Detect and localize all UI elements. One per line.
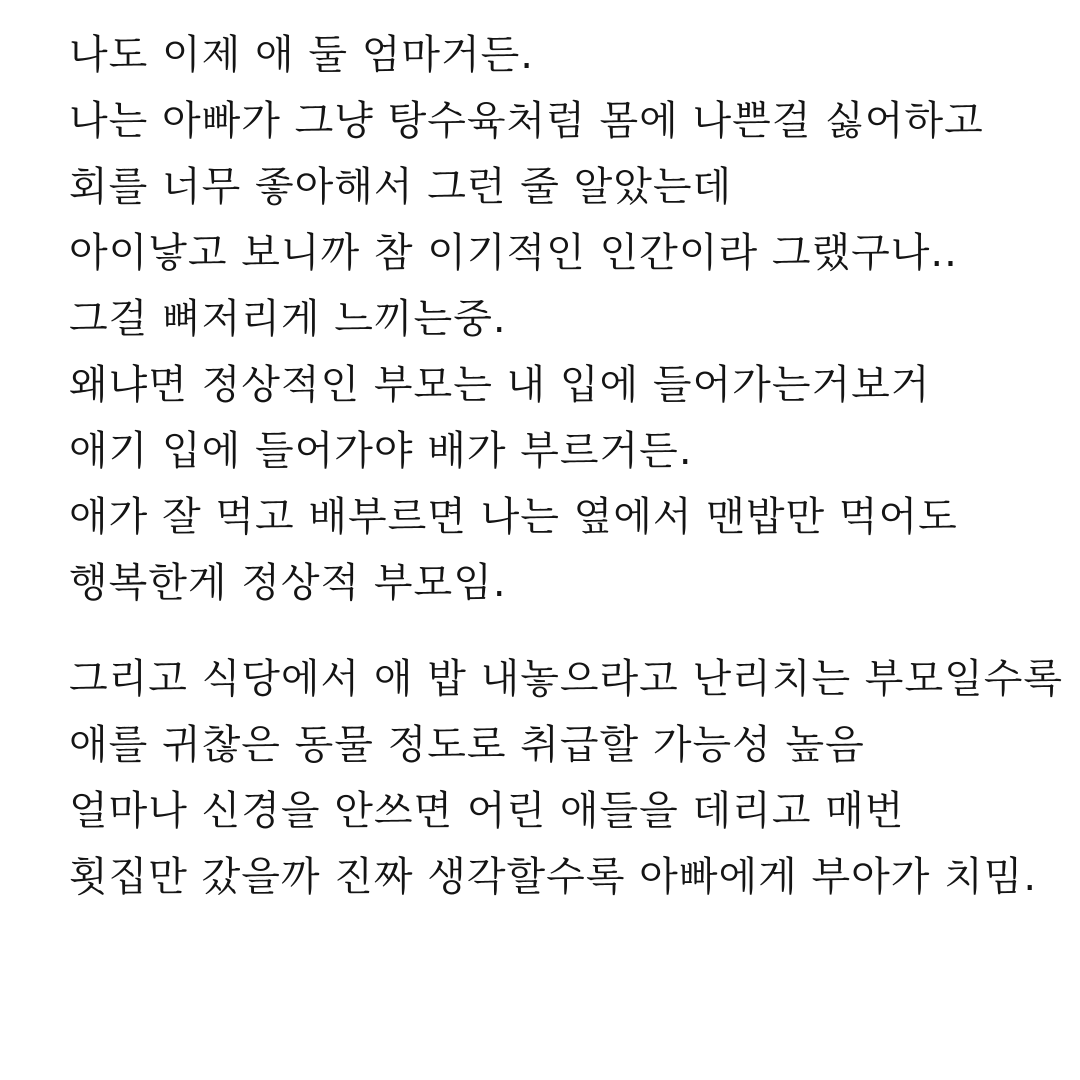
paragraph-spacer — [69, 616, 1059, 646]
text-line: 그걸 뼈저리게 느끼는중. — [69, 296, 507, 342]
text-line: 왜냐면 정상적인 부모는 내 입에 들어가는거보거 — [69, 362, 931, 408]
text-line: 애기 입에 들어가야 배가 부르거든. — [69, 428, 693, 474]
text-line: 나는 아빠가 그냥 탕수육처럼 몸에 나쁜걸 싫어하고 — [69, 98, 984, 144]
text-line: 횟집만 갔을까 진짜 생각할수록 아빠에게 부아가 치밈. — [69, 854, 1038, 900]
text-line: 나도 이제 애 둘 엄마거든. — [69, 32, 534, 78]
paragraph-1 — [69, 22, 1059, 616]
text-line: 얼마나 신경을 안쓰면 어린 애들을 데리고 매번 — [69, 788, 905, 834]
paragraph-2 — [69, 646, 1064, 910]
text-line: 그리고 식당에서 애 밥 내놓으라고 난리치는 부모일수록 — [69, 656, 1064, 702]
text-line: 애를 귀찮은 동물 정도로 취급할 가능성 높음 — [69, 722, 865, 768]
document-text — [69, 22, 1064, 910]
text-line: 아이낳고 보니까 참 이기적인 인간이라 그랬구나.. — [69, 230, 958, 276]
text-line: 행복한게 정상적 부모임. — [69, 560, 507, 606]
text-line: 회를 너무 좋아해서 그런 줄 알았는데 — [69, 164, 733, 210]
text-line: 애가 잘 먹고 배부르면 나는 옆에서 맨밥만 먹어도 — [69, 494, 958, 540]
